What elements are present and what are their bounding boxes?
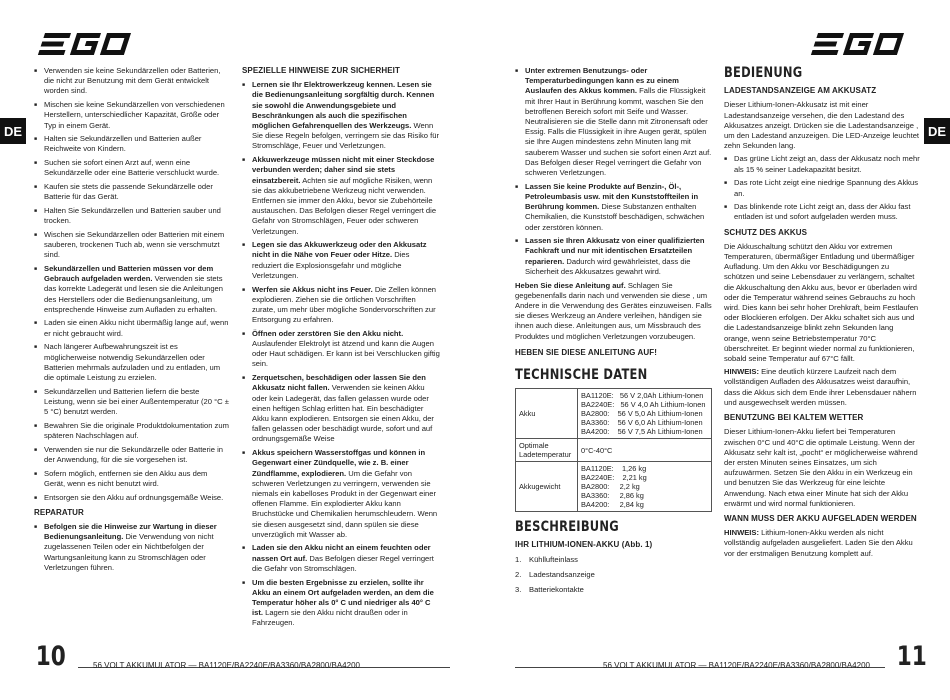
parts-list (515, 555, 715, 596)
table-value-line: BA1120E: 1,26 kg (581, 464, 647, 474)
tech-data-table (515, 388, 712, 512)
table-label-cell: Optimale Ladetemperatur (516, 439, 578, 462)
list-item: ■ Verwenden sie keine Sekundärzellen oder Batterien, die nicht zur Benutzung mit dem Gerät entwickelt worden sind. (34, 66, 229, 97)
table-row (516, 462, 712, 512)
table-value-line: BA4200: 56 V 7,5 Ah Lithium-Ionen (581, 427, 703, 437)
charge-indicator-text: Dieser Lithium-Ionen-Akkusatz ist mit einer Ladestandsanzeige versehen, die den Ladestand des Akkusatzes anzeigt. Drücken sie die Ladestandsanzeige , um den Ladestand anzuzeigen. Die LED-Anzeige leuchtet zehn Sekunden lang. (724, 100, 920, 151)
list-item: 1. Kühllufteinlass (515, 554, 578, 564)
battery-care-list (34, 66, 229, 503)
battery-protection-heading: SCHUTZ DES AKKUS (724, 227, 808, 237)
operation-heading: BEDIENUNG (724, 66, 803, 81)
list-item: ■ Befolgen sie die Hinweise zur Wartung in dieser Bedienungsanleitung. Die Verwendung von nicht zugelassenen Teilen oder ein Nichtbefolgen der Wartungsanleitung kann zu Stromschlägen oder Verletzungen führen. (34, 522, 229, 573)
list-item: ■ Werfen sie Akkus nicht ins Feuer. Die Zellen können explodieren. Ziehen sie die örtlichen Vorschriften zurate, um mehr über mögliche Sondervorschriften zur Entsorgung zu erfahren. (242, 285, 440, 326)
table-value-line: BA1120E: 56 V 2,0Ah Lithium-Ionen (581, 391, 704, 401)
list-item: ■ Öffnen oder zerstören Sie den Akku nicht. Auslaufender Elektrolyt ist ätzend und kann die Augen oder Haut schädigen. Er kann ist bei Verschlucken giftig sein. (242, 329, 440, 370)
keep-instructions: Heben Sie diese Anleitung auf. Schlagen Sie gegebenenfalls darin nach und verwenden sie diese , um Andere in die Verwendung des Gerätes einzuweisen. Falls sie dieses Werkzeug an Andere verleihen, händigen sie ihnen auch diese. Anleitungen aus, um Missbrauch des Produktes und möglichen Verletzungen vorzubeugen. (515, 280, 712, 341)
repair-list (34, 522, 229, 573)
table-row (516, 389, 712, 439)
list-item: ■ Das grüne Licht zeigt an, dass der Akkusatz noch mehr als 15 % seiner Ladekapazität besitzt. (724, 154, 920, 174)
table-value-line: BA2800: 56 V 5,0 Ah Lithium-Ionen (581, 409, 703, 419)
table-value-line: BA2240E: 2,21 kg (581, 473, 647, 483)
charge-indicator-heading: LADESTANDSANZEIGE AM AKKUSATZ (724, 86, 877, 96)
list-item: ■ Laden sie den Akku nicht an einem feuchten oder nassen Ort auf. Das Befolgen dieser Regel verringert die Gefahr von Stromschlägen. (242, 543, 440, 574)
indicator-list (724, 154, 920, 222)
list-item: ■ Mischen sie keine Sekundärzellen von verschiedenen Herstellern, unterschiedlicher Kapazität, Größe oder Typ in einem Gerät. (34, 100, 229, 131)
table-label-cell: Akku (516, 389, 578, 439)
list-item: ■ Das blinkende rote Licht zeigt an, dass der Akku fast entladen ist und sofort aufgeladen werden muss. (724, 202, 920, 222)
column-4 (724, 66, 920, 606)
list-item: ■ Lernen sie Ihr Elektrowerkzeug kennen. Lesen sie die Bedienungsanleitung sorgfältig durch. Kennen sie sowohl die Anwendungsgebiete und Beschränkungen als auch die spezifischen möglichen Gefahrenquellen des Werkzeugs. Wenn Sie diese Regeln befolgen, verringern sie das Risiko für Stromschläge, Feuer und Verletzungen. (242, 80, 440, 151)
table-value-line: BA4200: 2,84 kg (581, 500, 644, 510)
table-value-cell (578, 462, 712, 512)
list-item: ■ Legen sie das Akkuwerkzeug oder den Akkusatz nicht in die Nähe von Feuer oder Hitze. Dies reduziert die Explosionsgefahr und mögliche Verletzungen. (242, 240, 440, 281)
keep-instructions-caps: HEBEN SIE DIESE ANLEITUNG AUF! (515, 347, 657, 357)
ego-logo (809, 30, 909, 58)
list-item: ■ Halten Sie Sekundärzellen und Batterien sauber und trocken. (34, 206, 229, 226)
cold-weather-text: Dieser Lithium-Ionen-Akku liefert bei Temperaturen zwischen 0°C und 40°C die optimale Leistung. Wenn der Akkusatz sehr kalt ist, „pocht“ er möglicherweise während der ersten Minuten seines Einsatzes, um sich aufzuwärmen. Setzen Sie den Akku in ein Werkzeug ein und benutzen Sie das Werkzeug für eine leichte Anwendung. Nach etwa einer Minute hat sich der Akku erwärmt und wird normal funktionieren. (724, 427, 918, 508)
description-subheading: IHR LITHIUM-IONEN-AKKU (Abb. 1) (515, 540, 653, 550)
list-item: ■ Wischen sie Sekundärzellen oder Batterien mit einem sauberen, trockenen Tuch ab, wenn sie verschmutzt sind. (34, 230, 229, 261)
list-item: ■ Lassen sie Ihren Akkusatz von einer qualifizierten Fachkraft und nur mit identischen Ersatzteilen reparieren. Dadurch wird gewährleistet, dass die Sicherheit des Akkusatzes gewahrt wird. (515, 236, 715, 277)
list-item: ■ Akkuwerkzeuge müssen nicht mit einer Steckdose verbunden werden; daher sind sie stets einsatzbereit. Achten sie auf mögliche Risiken, wenn sie das akkubetriebene Werkzeug nicht verwenden. Entfernen sie immer den Akku, bevor sie Zubehörteile austauschen. Das Befolgen dieser Regel verringert die Gefahr von Stromschlägen, Feuer oder schweren Verletzungen. (242, 155, 440, 237)
list-item: ■ Unter extremen Benutzungs- oder Temperaturbedingungen kann es zu einem Auslaufen des Akkus kommen. Falls die Flüssigkeit mit Ihrer Haut in Berührung kommt, waschen Sie den betroffenen Bereich sofort mit Seife und Wasser. Neutralisieren sie die Stelle dann mit Zitronensaft oder Essig. Falls die Flüssigkeit in ihre Augen gerät, spülen sie Ihre Augen mindestens zehn Minuten lang mit sauberem Wasser und suchen sie sofort einen Arzt auf. Das Befolgen dieser Regel verringert die Gefahr von schweren Verletzungen. (515, 66, 715, 178)
table-value-line: BA3360: 2,86 kg (581, 491, 644, 501)
list-item: ■ Sekundärzellen und Batterien müssen vor dem Gebrauch aufgeladen werden. Verwenden sie stets das korrekte Ladegerät und lesen sie die Anleitungen des Herstellers oder die Bedienungsanleitung, um entsprechende Hinweise zum Aufladen zu erhalten. (34, 264, 229, 315)
list-item: ■ Suchen sie sofort einen Arzt auf, wenn eine Sekundärzelle oder eine Batterie verschluckt wurde. (34, 158, 229, 178)
safety-list (242, 80, 440, 628)
list-item: ■ Entsorgen sie den Akku auf ordnungsgemäße Weise. (34, 493, 229, 503)
repair-heading: REPARATUR (34, 507, 84, 517)
table-value-line: 0°C-40°C (581, 445, 613, 455)
list-item: ■ Sofern möglich, entfernen sie den Akku aus dem Gerät, wenn es nicht benutzt wird. (34, 469, 229, 489)
leak-safety-list (515, 66, 715, 277)
page-number-right: 11 (896, 641, 927, 672)
list-item: ■ Halten sie Sekundärzellen und Batterien außer Reichweite von Kindern. (34, 134, 229, 154)
ego-logo (36, 30, 136, 58)
footer-text-right: 56 VOLT AKKUMULATOR — BA1120E/BA2240E/BA3360/BA2800/BA4200 (603, 661, 870, 670)
column-2 (242, 66, 440, 646)
language-tab: DE (0, 118, 26, 144)
list-item: ■ Bewahren Sie die originale Produktdokumentation zum späteren Nachschlagen auf. (34, 421, 229, 441)
list-item: ■ Sekundärzellen und Batterien liefern die beste Leistung, wenn sie bei einer Außentemperatur (20 °C ± 5 °C) benutzt werden. (34, 387, 229, 418)
list-item: ■ Nach längerer Aufbewahrungszeit ist es möglicherweise notwendig Sekundärzellen oder Batterien mehrmals aufzuladen und zu entladen, um die optimale Leistung zu erzielen. (34, 342, 229, 383)
list-item: ■ Laden sie einen Akku nicht übermäßig lange auf, wenn er nicht gebraucht wird. (34, 318, 229, 338)
page-number-left: 10 (35, 641, 66, 672)
language-tab: DE (924, 118, 950, 144)
safety-heading: SPEZIELLE HINWEISE ZUR SICHERHEIT (242, 66, 400, 75)
table-row (516, 439, 712, 462)
footer-text-left: 56 VOLT AKKUMULATOR — BA1120E/BA2240E/BA3360/BA2800/BA4200 (93, 661, 360, 670)
table-value-cell (578, 439, 712, 462)
right-page (475, 0, 950, 700)
list-item: ■ Um die besten Ergebnisse zu erzielen, sollte ihr Akku an einem Ort aufgeladen werden, an dem die Temperatur höher als 0° C und niedriger als 40° C ist. Lagern sie den Akku nicht draußen oder in Fahrzeugen. (242, 578, 440, 629)
list-item: ■ Zerquetschen, beschädigen oder lassen Sie den Akkusatz nicht fallen. Verwenden sie keinen Akku oder kein Ladegerät, das fallen gelassen wurde oder einen heftigen Schlag erlitten hat. Ein beschädigter Akku kann explodieren. Entsorgen sie einen Akku, der fallen gelassen oder beschädigt wurde, sofort und auf ordnungsgemäße Weise (242, 373, 440, 444)
protection-note: HINWEIS: Eine deutlich kürzere Laufzeit nach dem vollständigen Aufladen des Akkusatzes weist daraufhin, dass die Akkus sich dem Ende ihrer Lebensdauer nähern und ausgewechselt werden müssen. (724, 367, 917, 407)
charge-note: HINWEIS: Lithium-Ionen-Akku werden als nicht vollständig aufgeladen ausgeliefert. Laden Sie den Akku vor der erstmaligen Benutzung komplett auf. (724, 528, 913, 558)
table-value-line: BA2240E: 56 V 4,0 Ah Lithium-Ionen (581, 400, 706, 410)
column-3 (515, 66, 715, 646)
list-item: 3. Batteriekontakte (515, 585, 584, 594)
table-value-line: BA2800: 2,2 kg (581, 482, 640, 492)
battery-protection-text: Die Akkuschaltung schützt den Akku vor extremen Temperaturen, übermäßiger Entladung und übermäßiger Aufladung. Um den Akku vor Beschädigungen zu schützen und seine Lebensdauer zu verlängern, schaltet die Akkuschaltung den Akku aus, bevor er überladen wird oder die Temperatur während seines Gebrauchs zu hoch wird. Dies kann bei sehr hoher Drehkraft, beim Festlaufen oder Blockieren erfolgen. Der Akku schaltet sich aus und die Ladestandsanzeige blinkt zehn Sekunden lang orange, wenn seine Betriebstemperatur 70°C überschreitet. Er beginnt wieder normal zu funktionieren, sobald seine Temperatur auf 67°C fällt. (724, 241, 919, 364)
table-value-cell (578, 389, 712, 439)
list-item: 2. Ladestandsanzeige (515, 569, 595, 579)
column-1 (34, 66, 229, 626)
list-item: ■ Kaufen sie stets die passende Sekundärzelle oder Batterie für das Gerät. (34, 182, 229, 202)
tech-data-heading: TECHNISCHE DATEN (515, 366, 648, 383)
table-value-line: BA3360: 56 V 6,0 Ah Lithium-Ionen (581, 418, 703, 428)
when-to-charge-heading: WANN MUSS DER AKKU AUFGELADEN WERDEN (724, 513, 917, 523)
description-heading: BESCHREIBUNG (515, 519, 619, 536)
list-item: ■ Das rote Licht zeigt eine niedrige Spannung des Akkus an. (724, 178, 920, 198)
cold-weather-heading: BENUTZUNG BEI KALTEM WETTER (724, 413, 864, 423)
table-label-cell: Akkugewicht (516, 462, 578, 512)
list-item: ■ Verwenden sie nur die Sekundärzelle oder Batterie in der Anwendung, für die sie vorgesehen ist. (34, 445, 229, 465)
list-item: ■ Akkus speichern Wasserstoffgas und können in Gegenwart einer Zündquelle, wie z. B. einer Zündflamme, explodieren. Um die Gefahr von schweren Verletzungen zu verringern, verwenden sie niemals ein kabelloses Produkt in der Gegenwart einer offenen Flamme. Ein explodierter Akku kann Bruchstücke und Chemikalien herumschleudern. Wenn sie diesen ausgesetzt sind, dann spülen sie diese unverzüglich mit Wasser ab. (242, 448, 440, 540)
list-item: ■ Lassen Sie keine Produkte auf Benzin-, Öl-, Petroleumbasis usw. mit den Kunststoffteilen in Berührung kommen. Diese Substanzen enthalten Chemikalien, die Kunststoff beschädigen, schwächen oder zerstören können. (515, 182, 715, 233)
